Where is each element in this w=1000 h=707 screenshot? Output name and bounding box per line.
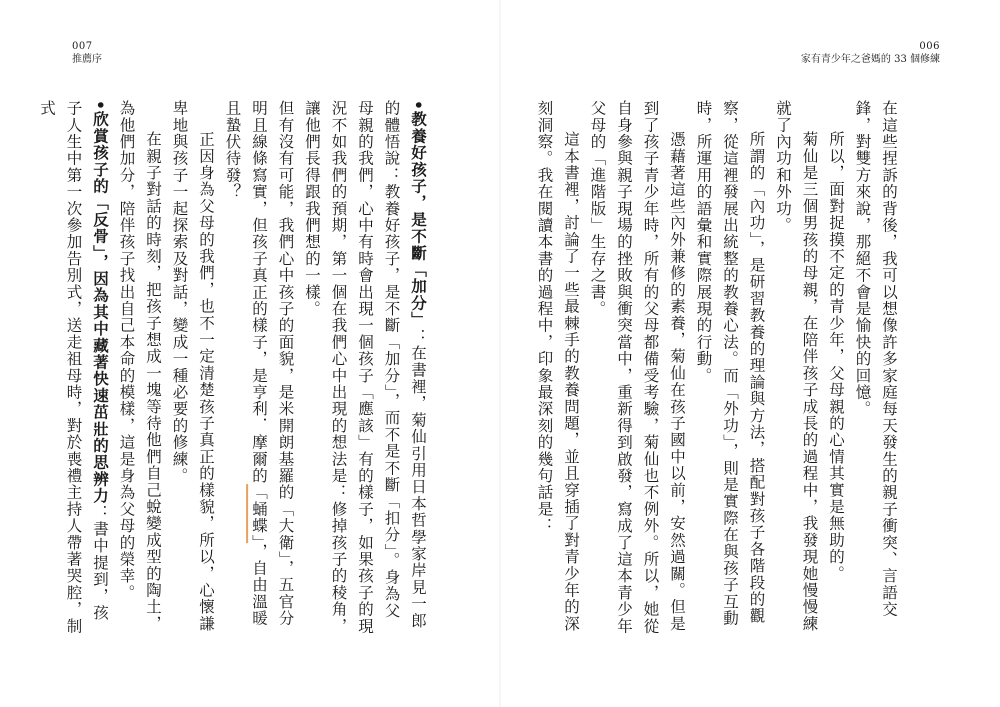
highlighted-phrase: 「蛹蝶」 [250,484,268,544]
bullet-dot: • [91,100,110,112]
right-paragraph-1: 在這些捏訴的背後，我可以想像許多家庭每天發生的親子衝突、言語交鋒，對雙方來說，那絕不會是愉快的回憶。 [853,100,898,618]
left-paragraph-1 [299,100,432,635]
right-paragraph-5: 憑藉著這些內外兼修的素養，菊仙在孩子國中以前，安然過關。但是到了孩子青少年時，所有的父母都備受考驗，菊仙也不例外。所以，她從自身參與親子現場的挫敗與衝突當中，重新得到啟發，寫成了這本青少年父母的「進階版」生存之書。 [588,100,686,635]
right-page-header [801,40,940,66]
bullet-lead: 教養好孩子，是不斷「加分」 [409,111,428,329]
bullet-lead: 欣賞孩子的「反骨」，因為其中藏著快速茁壯的思辨力 [91,111,110,505]
right-paragraph-3: 菊仙是三個男孩的母親，在陪伴孩子成長的過程中，我發現她慢慢練就了內功和外功。 [774,100,819,632]
bullet-dot: • [409,100,428,112]
left-paragraph-3: 正因身為父母的我們，也不一定清楚孩子真正的樣貌，所以，心懷謙卑地與孩子一起探索及對話，變成一種必要的修練。 [170,100,215,632]
right-paragraph-6: 這本書裡，討論了一些最棘手的教養問題，並且穿插了對青少年的深刻洞察。我在閱讀本書的過程中，印象最深刻的幾句話是： [535,100,580,632]
right-paragraph-2: 所以，面對捉摸不定的青少年，父母親的心情其實是無助的。 [827,131,845,582]
left-running-head: 推薦序 [72,54,102,65]
left-page-number: 007 [72,41,93,52]
right-paragraph-4: 所謂的「內功」，是研習教養的理論與方法，搭配對孩子各階段的觀察，從這裡發展出統整的教養心法。而「外功」，則是實際在與孩子互動時，所運用的語彙和實際展現的行動。 [694,100,766,627]
right-running-head: 家有青少年之爸媽的 33 個修練 [800,54,940,65]
right-page-number: 006 [919,41,940,52]
left-page-body [38,100,431,635]
left-paragraph-2 [219,100,299,635]
paragraph-text: ，自由溫暖且蟄伏待發？ [223,100,268,627]
left-paragraph-5 [34,100,114,635]
paragraph-text: ：在書裡，菊仙引用日本哲學家岸見一郎的體悟說：教養好孩子，是不斷「加分」，而不是不斷「扣分」。身為父母親的我們，心中有時會出現一個孩子「應該」有的樣子，如果孩子的現況不如我們的預期，第一個在我們心中出現的想法是：修掉孩子的稜角，讓他們長得跟我們想的一樣。 [303,100,427,635]
paragraph-text: ：書中提到，孩子人生中第一次參加告別式，送走祖母時，對於喪禮主持人帶著哭腔，制式 [38,100,109,635]
paragraph-text: 但有沒有可能，我們心中孩子的面貌，是米開朗基羅的「大衛」，五官分明且線條寫實，但孩子真正的樣子，是亨利．摩爾的 [250,100,295,627]
right-page-body [535,100,902,635]
left-page-header [72,40,102,66]
left-paragraph-4: 在親子對話的時刻，把孩子想成一塊等待他們自己蛻變成型的陶土，為他們加分，陪伴孩子找出自己本命的模樣，這是身為父母的榮幸。 [117,100,162,632]
